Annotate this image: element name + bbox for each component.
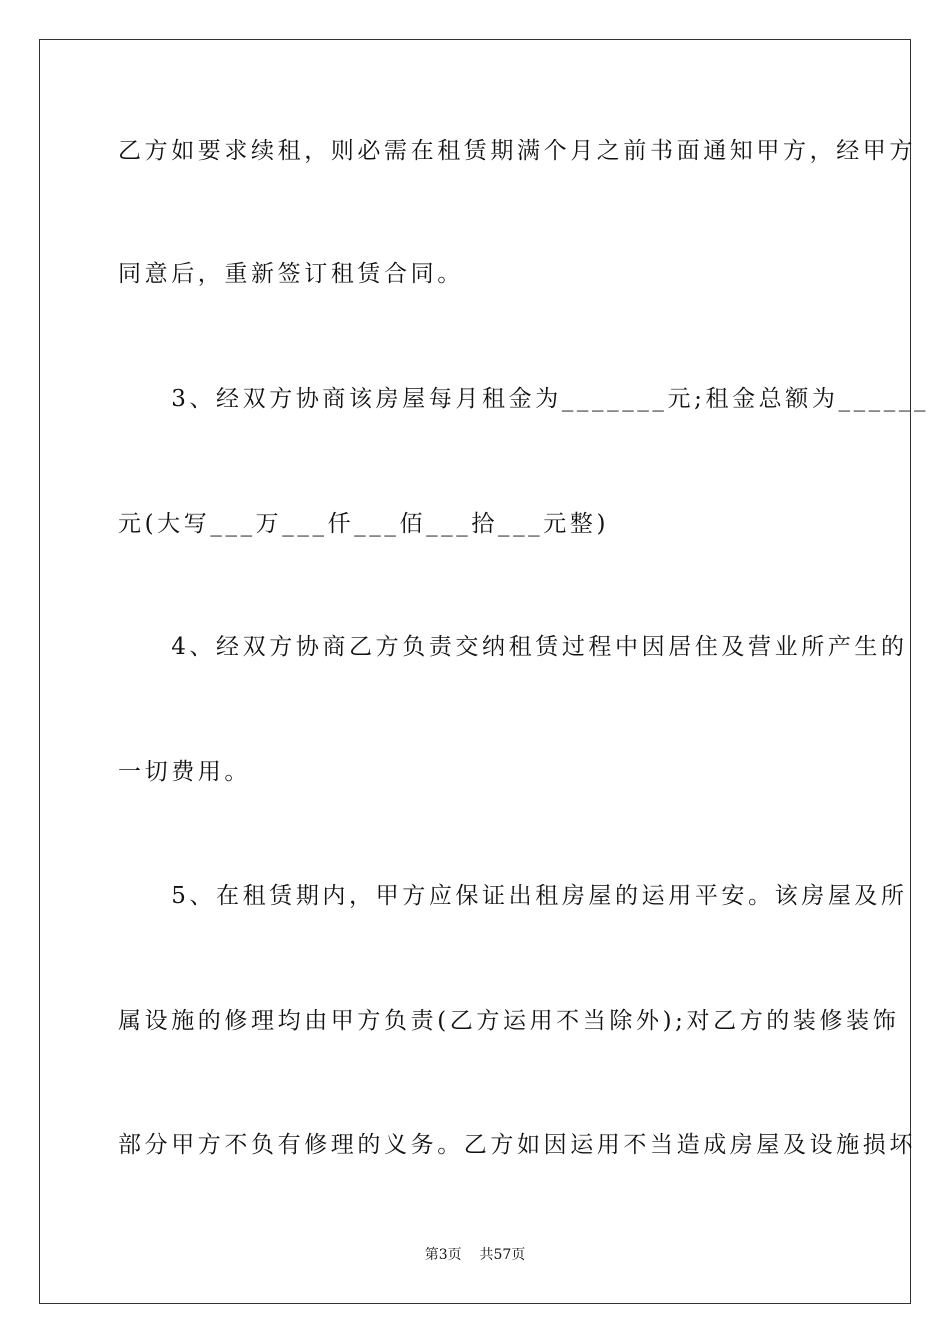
page-footer bbox=[0, 1246, 950, 1264]
paragraph-line: 4、经双方协商乙方负责交纳租赁过程中因居住及营业所产生的 bbox=[118, 634, 908, 660]
paragraph-line: 同意后，重新签订租赁合同。 bbox=[118, 261, 464, 287]
page-border bbox=[39, 39, 930, 1304]
page-total: 共57页 bbox=[479, 1247, 526, 1263]
page-number: 第3页 bbox=[424, 1247, 462, 1263]
paragraph-line: 3、经双方协商该房屋每月租金为_______元;租金总额为______ bbox=[118, 386, 930, 412]
paragraph-line: 一切费用。 bbox=[118, 759, 251, 785]
paragraph-line: 属设施的修理均由甲方负责(乙方运用不当除外);对乙方的装修装饰 bbox=[118, 1008, 900, 1034]
paragraph-line: 乙方如要求续租，则必需在租赁期满个月之前书面通知甲方，经甲方 bbox=[118, 138, 916, 164]
paragraph-line: 5、在租赁期内，甲方应保证出租房屋的运用平安。该房屋及所 bbox=[118, 883, 908, 909]
paragraph-line: 部分甲方不负有修理的义务。乙方如因运用不当造成房屋及设施损坏 bbox=[118, 1132, 916, 1158]
paragraph-line: 元(大写___万___仟___佰___拾___元整) bbox=[118, 511, 610, 537]
